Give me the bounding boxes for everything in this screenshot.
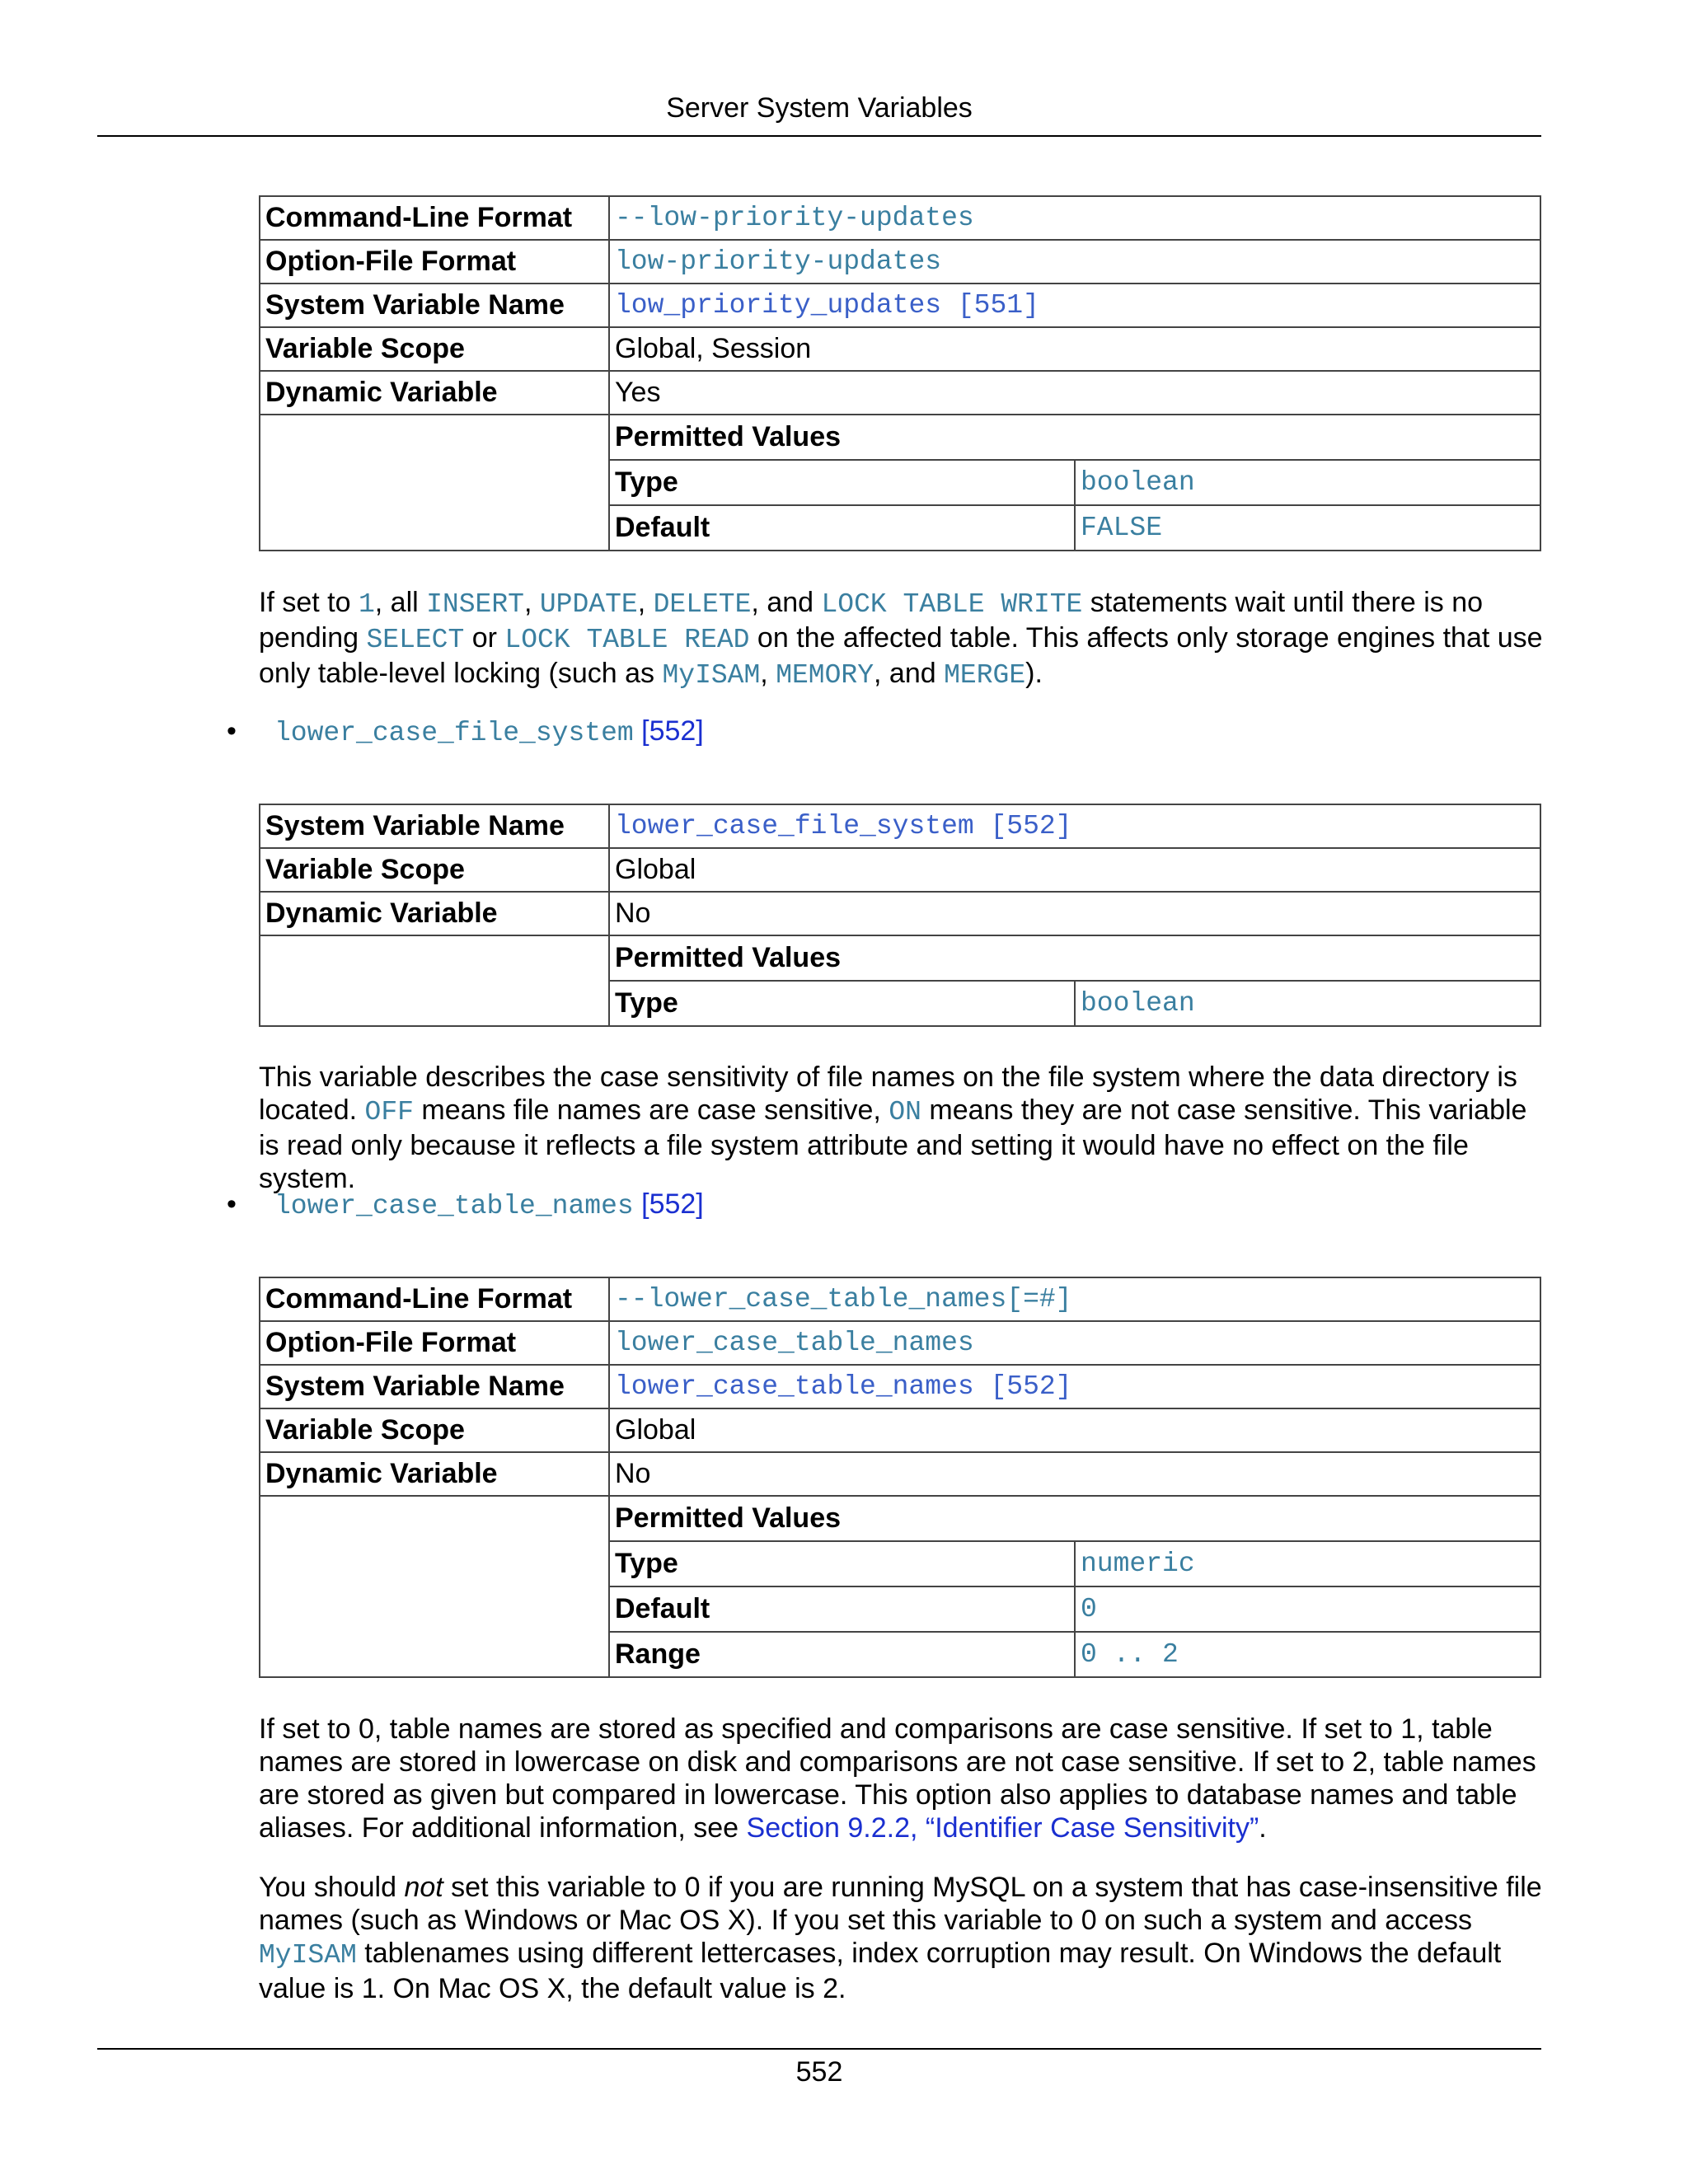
row-value: No: [609, 892, 1540, 935]
bullet-dot: •: [227, 715, 237, 747]
text: If set to: [259, 587, 359, 618]
row-key: Command-Line Format: [260, 196, 609, 240]
permitted-key: Range: [610, 1632, 1075, 1676]
row-key-empty: [260, 1496, 609, 1677]
code-term: MERGE: [944, 660, 1026, 691]
table-row: [260, 848, 1540, 892]
page-reference-link[interactable]: [552]: [641, 715, 704, 747]
code-term: UPDATE: [539, 589, 638, 620]
row-value: Global, Session: [609, 327, 1540, 371]
permitted-key: Type: [610, 460, 1075, 505]
code-term: INSERT: [426, 589, 524, 620]
table-row: [260, 935, 1540, 1026]
permitted-values-heading: Permitted Values: [610, 936, 1540, 981]
permitted-key: Default: [610, 1586, 1075, 1632]
row-value-link[interactable]: low_priority_updates [551]: [609, 284, 1540, 327]
variable-table-lower-case-table-names: [259, 1277, 1541, 1678]
permitted-key: Type: [610, 1541, 1075, 1586]
row-value: --low-priority-updates: [609, 196, 1540, 240]
code-term: SELECT: [366, 625, 465, 655]
variable-name: lower_case_file_system: [274, 718, 634, 748]
table-row: [260, 1496, 1540, 1677]
permitted-values-table: [610, 936, 1540, 1025]
row-value: --lower_case_table_names[=#]: [609, 1277, 1540, 1321]
table-row: [260, 284, 1540, 327]
table-row: [260, 1365, 1540, 1408]
paragraph-lower-case-table-names: [259, 1713, 1545, 1844]
permitted-values-heading: Permitted Values: [610, 415, 1540, 460]
bullet-text: [274, 715, 704, 748]
code-term: OFF: [364, 1097, 414, 1127]
row-key: Variable Scope: [260, 1408, 609, 1452]
bullet-dot: •: [227, 1188, 237, 1220]
text: means file names are case sensitive,: [413, 1094, 889, 1126]
text: statements wait until there is no pending: [259, 587, 1484, 654]
permitted-values-cell: [609, 415, 1540, 551]
row-key-empty: [260, 415, 609, 551]
paragraph-case-insensitive-warning: [259, 1871, 1545, 2005]
page-number: 552: [795, 2056, 843, 2088]
permitted-key: Type: [610, 981, 1075, 1025]
row-key: Variable Scope: [260, 848, 609, 892]
table-row: [260, 327, 1540, 371]
row-key: Variable Scope: [260, 327, 609, 371]
table-row: [260, 240, 1540, 284]
table-row: [260, 1408, 1540, 1452]
permitted-value: numeric: [1075, 1541, 1540, 1586]
code-term: LOCK TABLE READ: [504, 625, 750, 655]
code-term: MEMORY: [776, 660, 874, 691]
row-key: System Variable Name: [260, 284, 609, 327]
text: on the affected table. This affects only storage engines that use only table-level locking (such as: [259, 622, 1543, 689]
text: , and: [751, 587, 822, 618]
table-row: [260, 371, 1540, 415]
row-key: Dynamic Variable: [260, 1452, 609, 1496]
permitted-value: FALSE: [1081, 513, 1163, 543]
code-term: MyISAM: [662, 660, 761, 691]
row-value: Yes: [609, 371, 1540, 415]
row-key: Option-File Format: [260, 1321, 609, 1365]
text: or: [464, 622, 505, 654]
variable-name: lower_case_table_names: [274, 1191, 634, 1221]
row-value: No: [609, 1452, 1540, 1496]
table-row: [260, 415, 1540, 551]
page-header: [97, 92, 1541, 137]
text: set this variable to 0 if you are running MySQL on a system that has case-insensitive file names (such as Windows or Mac OS X). If you set this variable to 0 on such a system and access: [259, 1872, 1542, 1936]
table-row: [610, 1632, 1540, 1676]
variable-table-low-priority-updates: [259, 195, 1541, 551]
footer-divider: [97, 2048, 1541, 2050]
bullet-text: [274, 1188, 704, 1221]
page-reference-link[interactable]: [552]: [641, 1188, 704, 1220]
text: , and: [874, 658, 945, 689]
table-row: [610, 505, 1540, 550]
table-row: [610, 1541, 1540, 1586]
page-header-title: Server System Variables: [666, 92, 973, 124]
table-row: [610, 1586, 1540, 1632]
permitted-key: Default: [610, 505, 1075, 550]
permitted-value: 0: [1075, 1586, 1540, 1632]
text: You should: [259, 1872, 405, 1903]
permitted-values-heading: Permitted Values: [610, 1497, 1540, 1541]
text: .: [1259, 1812, 1267, 1844]
row-value: low-priority-updates: [609, 240, 1540, 284]
variable-table-lower-case-file-system: [259, 804, 1541, 1027]
permitted-value: boolean: [1081, 988, 1195, 1019]
paragraph-lower-case-file-system: [259, 1061, 1545, 1195]
row-value-link[interactable]: lower_case_table_names [552]: [609, 1365, 1540, 1408]
code-term: 1: [358, 589, 375, 620]
text: ,: [637, 587, 654, 618]
row-key-empty: [260, 935, 609, 1026]
permitted-value: 0 .. 2: [1081, 1639, 1179, 1670]
row-key: Command-Line Format: [260, 1277, 609, 1321]
table-row: [260, 196, 1540, 240]
permitted-value: boolean: [1075, 460, 1540, 505]
table-row: [260, 1277, 1540, 1321]
row-key: Option-File Format: [260, 240, 609, 284]
code-term: MyISAM: [259, 1940, 357, 1971]
section-link[interactable]: Section 9.2.2, “Identifier Case Sensitivity”: [746, 1812, 1259, 1844]
row-value: lower_case_table_names: [609, 1321, 1540, 1365]
text: ).: [1025, 658, 1043, 689]
text: tablenames using different lettercases, index corruption may result. On Windows the default value is 1. On Mac OS X, the default value is 2.: [259, 1938, 1502, 2004]
permitted-values-cell: [609, 1496, 1540, 1677]
table-row: [260, 1452, 1540, 1496]
text: means they are not case sensitive. This variable is read only because it reflects a file system attribute and setting it would have no effect on the file system.: [259, 1094, 1527, 1194]
permitted-values-cell: [609, 935, 1540, 1026]
table-row: [610, 460, 1540, 505]
text: If set to 0, table names are stored as specified and comparisons are case sensitive. If set to 1, table names are stored in lowercase on disk and comparisons are not case sensitive. If set to 2, table names are stored as given but compared in lowercase. This option also applies to database names and table aliases. For additional information, see: [259, 1713, 1536, 1844]
emphasis: not: [404, 1872, 443, 1903]
code-term: DELETE: [653, 589, 752, 620]
code-term: ON: [889, 1097, 921, 1127]
permitted-values-table: [610, 415, 1540, 550]
row-value-link[interactable]: lower_case_file_system [552]: [609, 804, 1540, 848]
row-key: Dynamic Variable: [260, 371, 609, 415]
permitted-values-table: [610, 1497, 1540, 1676]
table-row: [260, 1321, 1540, 1365]
row-value: Global: [609, 1408, 1540, 1452]
text: ,: [760, 658, 776, 689]
code-term: LOCK TABLE WRITE: [821, 589, 1083, 620]
text: This variable describes the case sensitivity of file names on the file system where the data directory is located.: [259, 1062, 1517, 1126]
table-row: [260, 892, 1540, 935]
text: , all: [374, 587, 427, 618]
text: ,: [523, 587, 540, 618]
row-key: System Variable Name: [260, 804, 609, 848]
row-key: System Variable Name: [260, 1365, 609, 1408]
table-row: [260, 804, 1540, 848]
table-row: [610, 981, 1540, 1025]
row-key: Dynamic Variable: [260, 892, 609, 935]
paragraph-low-priority-updates: [259, 586, 1545, 692]
row-value: Global: [609, 848, 1540, 892]
